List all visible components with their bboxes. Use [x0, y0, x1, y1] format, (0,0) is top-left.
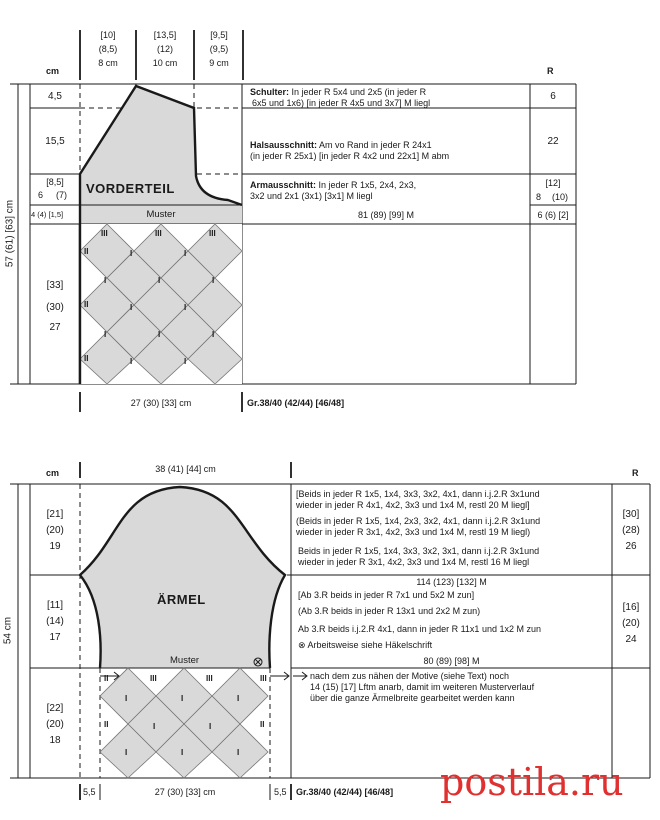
motif-mark: III	[155, 229, 162, 238]
sleeve-r-cap-c: 26	[625, 541, 637, 552]
sleeve-bottom-width: 27 (30) [33] cm	[154, 787, 216, 797]
front-cm-body-a: [33]	[46, 280, 64, 291]
sleeve-stitches-bottom: 80 (89) [98] M	[423, 656, 480, 666]
motif-mark: I	[130, 249, 133, 258]
sleeve-cm-cap-a: [21]	[46, 509, 64, 520]
front-cm-shoulder: 4,5	[48, 91, 62, 102]
front-width-1-a: [10]	[100, 30, 116, 40]
sleeve-r-cap-b: (28)	[622, 525, 640, 536]
sleeve-muster-label: Muster	[170, 655, 200, 666]
motif-mark: III	[260, 674, 267, 683]
sleeve-r-inc-c: 24	[625, 634, 637, 645]
front-arm-line2: 3x2 und 2x1 (3x1) [3x1] M liegl	[250, 191, 373, 201]
sleeve-side-right: 5,5	[274, 787, 287, 797]
sleeve-r-inc-a: [16]	[622, 602, 640, 613]
watermark: postila.ru	[440, 760, 624, 804]
front-r-arm-c: (10)	[552, 192, 569, 202]
sleeve-note-2: 14 (15) [17] Lftm anarb, damit im weiteren Musterverlauf	[310, 682, 535, 692]
front-shoulder-line2: 6x5 und 1x6) [in jeder R 4x5 und 3x7] M liegl	[252, 98, 431, 108]
motif-mark: II	[104, 674, 109, 683]
motif-mark: I	[125, 694, 128, 703]
front-stitch-count: 81 (89) [99] M	[357, 210, 415, 220]
motif-mark: I	[158, 330, 161, 339]
sleeve-rows-label: R	[632, 468, 639, 478]
sleeve-cm-motif-b: (20)	[46, 719, 64, 730]
motif-mark: I	[237, 748, 240, 757]
motif-mark: I	[237, 694, 240, 703]
motif-mark: I	[130, 303, 133, 312]
front-width-3-b: (9,5)	[209, 44, 229, 54]
motif-mark: I	[209, 722, 212, 731]
front-unit-label: cm	[46, 66, 60, 76]
sleeve-inc-paren: (Ab 3.R beids in jeder R 13x1 und 2x2 M zun)	[298, 606, 481, 616]
front-cm-arm-c: (7)	[56, 190, 67, 200]
front-r-muster: 6 (6) [2]	[537, 210, 569, 220]
motif-mark: I	[181, 694, 184, 703]
sleeve-total-height: 54 cm	[2, 616, 14, 645]
sleeve-title: ÄRMEL	[157, 592, 206, 607]
motif-mark: III	[209, 229, 216, 238]
motif-mark: II	[84, 300, 89, 309]
sleeve-note-3: über die ganze Ärmelbreite gearbeitet werden kann	[310, 693, 515, 703]
front-width-2-c: 10 cm	[152, 58, 178, 68]
front-arm-line1: Armausschnitt: In jeder R 1x5, 2x4, 2x3,	[250, 180, 417, 190]
sleeve-cm-cap-b: (20)	[46, 525, 64, 536]
sleeve-inc-plain: Ab 3.R beids i.j.2.R 4x1, dann in jeder R 11x1 und 1x2 M zun	[298, 624, 541, 634]
motif-mark: I	[104, 330, 107, 339]
front-r-arm-a: [12]	[545, 178, 561, 188]
motif-mark: II	[260, 720, 265, 729]
front-cm-arm-a: [8,5]	[46, 177, 64, 187]
sleeve-note-1: nach dem zus nähen der Motive (siehe Text) noch	[310, 671, 509, 681]
sleeve-cap-paren-2: wieder in jeder R 3x1, 4x2, 3x3 und 1x4 M, restl 19 M liegl)	[296, 527, 531, 537]
sleeve-r-inc-b: (20)	[622, 618, 640, 629]
front-width-3-c: 9 cm	[209, 58, 229, 68]
front-r-neck: 22	[547, 136, 559, 147]
sleeve-side-left: 5,5	[83, 787, 96, 797]
motif-mark: III	[101, 229, 108, 238]
front-cm-body-c: 27	[49, 322, 61, 333]
motif-mark: I	[212, 276, 215, 285]
motif-mark: I	[125, 748, 128, 757]
motif-mark: II	[84, 247, 89, 256]
front-r-shoulder: 6	[550, 91, 556, 102]
front-total-height: 57 (61) [63] cm	[4, 199, 16, 268]
sleeve-cap-paren-1: (Beids in jeder R 1x5, 1x4, 2x3, 3x2, 4x1, dann i.j.2.R 3x1und	[296, 516, 541, 526]
front-cm-arm-b: 6	[38, 190, 44, 200]
front-muster-label: Muster	[146, 209, 176, 220]
front-r-arm-b: 8	[536, 192, 542, 202]
front-width-2-a: [13,5]	[153, 30, 177, 40]
sleeve-cm-cap-c: 19	[49, 541, 61, 552]
crochet-symbol-icon: ⊗	[298, 640, 308, 650]
motif-mark: II	[84, 354, 89, 363]
front-neck-line1: Halsausschnitt: Am vo Rand in jeder R 24x1	[250, 140, 432, 150]
sleeve-cm-inc-c: 17	[49, 632, 61, 643]
sleeve-top-width: 38 (41) [44] cm	[155, 464, 216, 474]
front-width-3-a: [9,5]	[210, 30, 228, 40]
front-bottom-width: 27 (30) [33] cm	[130, 398, 192, 408]
front-rows-label: R	[547, 66, 554, 76]
front-neck-line2: (in jeder R 25x1) [in jeder R 4x2 und 22x1] M abm	[250, 151, 450, 161]
front-cm-body-b: (30)	[46, 302, 64, 313]
motif-mark: III	[206, 674, 213, 683]
sleeve-cap-bracket-2: wieder in jeder R 4x1, 4x2, 3x3 und 1x4 M, restl 20 M liegl]	[296, 500, 530, 510]
motif-mark: I	[184, 303, 187, 312]
front-width-2-b: (12)	[156, 44, 173, 54]
sleeve-cm-motif-a: [22]	[46, 703, 64, 714]
front-cm-muster: 4 (4) [1,5]	[31, 210, 64, 219]
sleeve-cap-plain-1: Beids in jeder R 1x5, 1x4, 3x3, 3x2, 3x1, dann i.j.2.R 3x1und	[298, 546, 540, 556]
front-width-1-c: 8 cm	[98, 58, 118, 68]
sleeve-unit-label: cm	[46, 468, 60, 478]
sleeve-sizes: Gr.38/40 (42/44) [46/48]	[296, 787, 394, 797]
sleeve-inc-bracket: [Ab 3.R beids in jeder R 7x1 und 5x2 M zun]	[298, 590, 475, 600]
sleeve-cap-plain-2: wieder in jeder R 3x1, 4x2, 3x3 und 1x4 M, restl 16 M liegl	[298, 557, 530, 567]
sleeve-cap-bracket-1: [Beids in jeder R 1x5, 1x4, 3x3, 3x2, 4x1, dann i.j.2.R 3x1und	[296, 489, 540, 499]
motif-mark: I	[184, 249, 187, 258]
sleeve-stitches-top: 114 (123) [132] M	[416, 577, 487, 587]
motif-mark: I	[153, 722, 156, 731]
front-cm-neck: 15,5	[45, 136, 65, 147]
motif-mark: I	[212, 330, 215, 339]
front-sizes: Gr.38/40 (42/44) [46/48]	[247, 398, 345, 408]
sleeve-cm-inc-a: [11]	[47, 600, 63, 611]
sleeve-cm-inc-b: (14)	[46, 616, 64, 627]
sleeve-cm-motif-c: 18	[49, 735, 61, 746]
front-title: VORDERTEIL	[86, 181, 175, 196]
sleeve-crochet-note: ⊗ Arbeitsweise siehe Häkelschrift	[298, 640, 433, 650]
motif-mark: I	[104, 276, 107, 285]
front-shoulder-line1: Schulter: In jeder R 5x4 und 2x5 (in jeder R	[250, 87, 427, 97]
front-width-1-b: (8,5)	[98, 44, 118, 54]
sleeve-r-cap-a: [30]	[622, 509, 640, 520]
motif-mark: I	[130, 357, 133, 366]
motif-mark: I	[181, 748, 184, 757]
motif-mark: I	[184, 357, 187, 366]
motif-mark: II	[104, 720, 109, 729]
motif-mark: I	[158, 276, 161, 285]
motif-mark: III	[150, 674, 157, 683]
